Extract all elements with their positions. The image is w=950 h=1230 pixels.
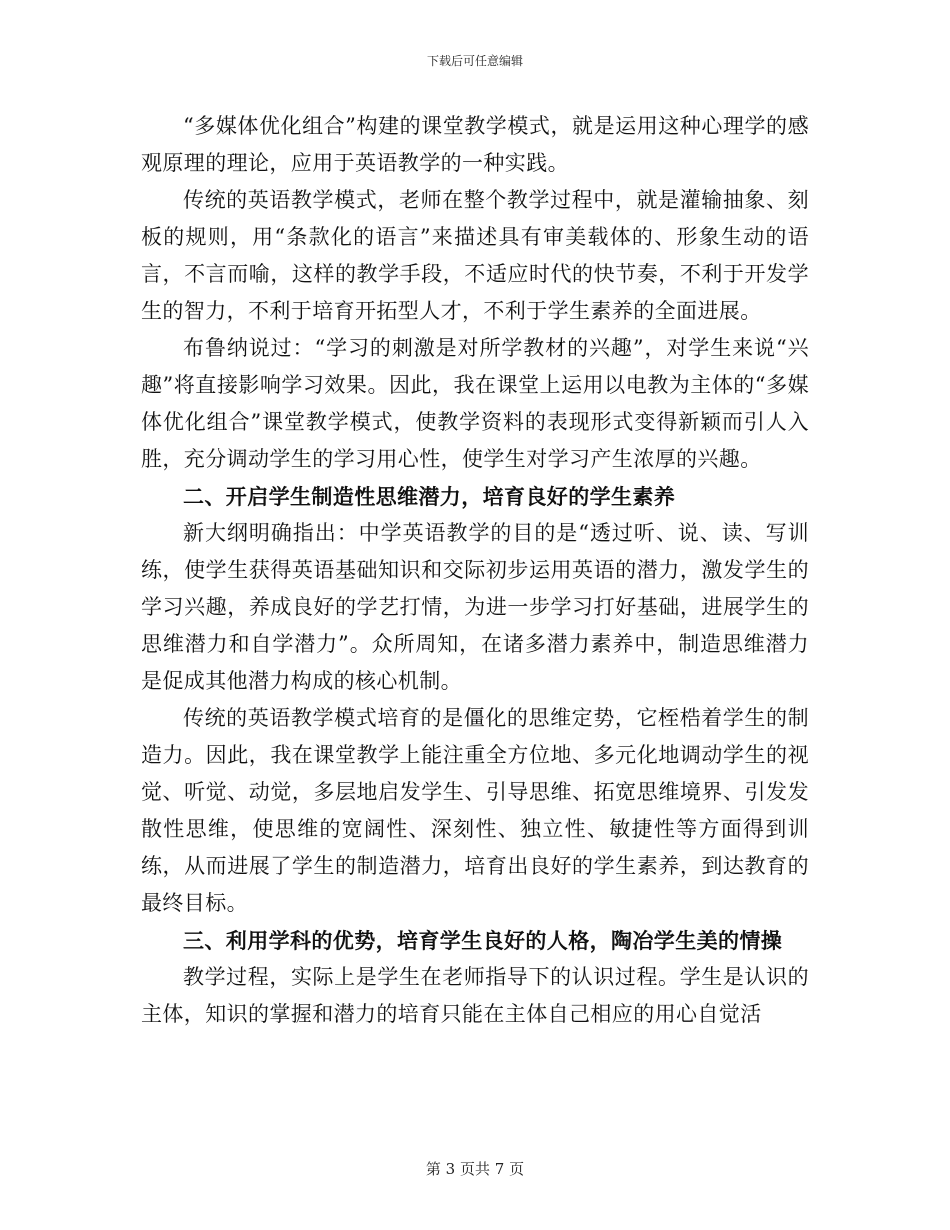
paragraph: 传统的英语教学模式，老师在整个教学过程中，就是灌输抽象、刻板的规则，用“条款化的语言”来描述具有审美载体的、形象生动的语言，不言而喻，这样的教学手段，不适应时代的快节奏，不利于开发学生的智力，不利于培育开拓型人才，不利于学生素养的全面进展。 (141, 188, 809, 323)
document-body (141, 108, 809, 1033)
paragraph: 新大纲明确指出：中学英语教学的目的是“透过听、说、读、写训练，使学生获得英语基础知识和交际初步运用英语的潜力，激发学生的学习兴趣，养成良好的学艺打情，为进一步学习打好基础，进展学生的思维潜力和自学潜力”。众所周知，在诸多潜力素养中，制造思维潜力是促成其他潜力构成的核心机制。 (141, 521, 809, 693)
section-heading: 二、开启学生制造性思维潜力，培育良好的学生素养 (183, 484, 676, 509)
paragraph: 教学过程，实际上是学生在老师指导下的认识过程。学生是认识的主体，知识的掌握和潜力的培育只能在主体自己相应的用心自觉活 (141, 965, 809, 1026)
paragraph: 传统的英语教学模式培育的是僵化的思维定势，它桎梏着学生的制造力。因此，我在课堂教学上能注重全方位地、多元化地调动学生的视觉、听觉、动觉，多层地启发学生、引导思维、拓宽思维境界、引发发散性思维，使思维的宽阔性、深刻性、独立性、敏捷性等方面得到训练，从而进展了学生的制造潜力，培育出良好的学生素养，到达教育的最终目标。 (141, 706, 809, 915)
section-heading: 三、利用学科的优势，培育学生良好的人格，陶冶学生美的情操 (183, 928, 783, 953)
page-header-note: 下载后可任意编辑 (426, 54, 523, 68)
page-number: 第 3 页共 7 页 (425, 1160, 525, 1178)
paragraph: 布鲁纳说过：“学习的刺激是对所学教材的兴趣”，对学生来说“兴趣”将直接影响学习效果。因此，我在课堂上运用以电教为主体的“多媒体优化组合”课堂教学模式，使教学资料的表现形式变得新颖而引人入胜，充分调动学生的学习用心性，使学生对学习产生浓厚的兴趣。 (141, 336, 809, 471)
paragraph: “多媒体优化组合”构建的课堂教学模式，就是运用这种心理学的感观原理的理论，应用于英语教学的一种实践。 (141, 114, 809, 175)
